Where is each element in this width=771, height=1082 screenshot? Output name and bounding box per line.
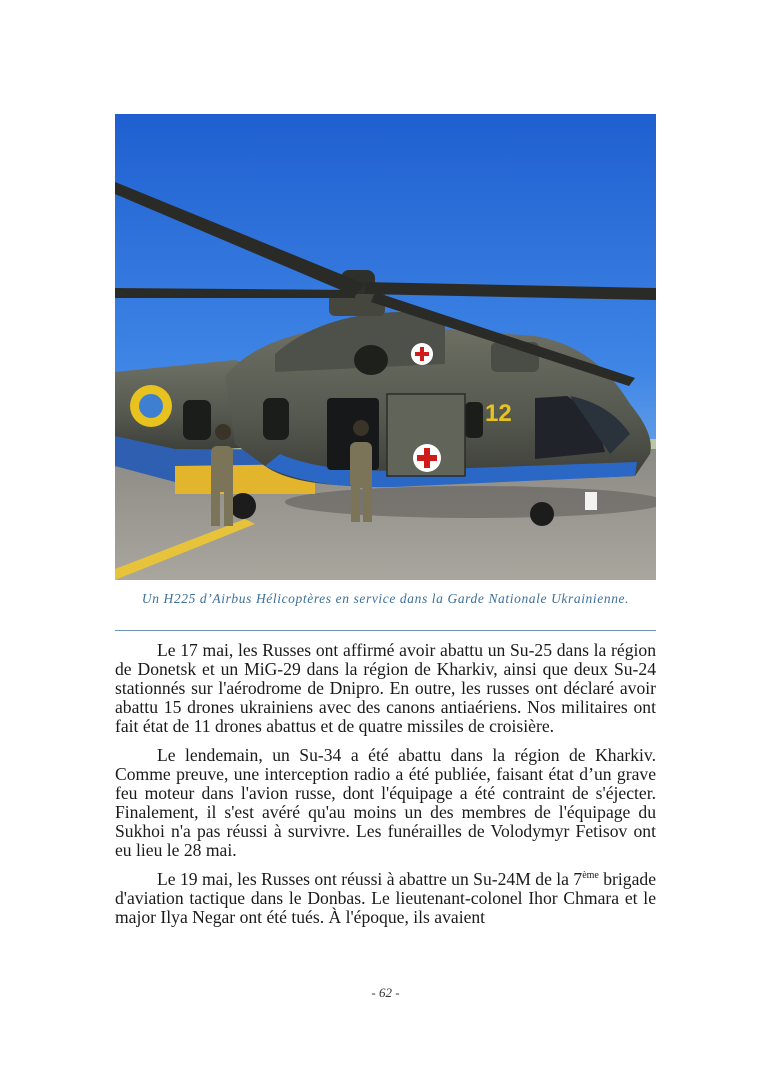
paragraph-3-part-2: brigade d'aviation tactique dans le Donbas. Le lieutenant-colonel Ihor Chmara et le major Ilya Negar ont été tués. À l'époque, ils avaient bbox=[115, 869, 657, 928]
page-number: - 62 - bbox=[371, 985, 400, 1000]
ordinal-superscript: ème bbox=[582, 870, 599, 882]
caption-divider bbox=[115, 630, 656, 631]
body-text bbox=[115, 641, 656, 937]
helicopter-photo bbox=[115, 114, 656, 580]
paragraph-1: Le 17 mai, les Russes ont affirmé avoir abattu un Su-25 dans la région de Donetsk et un MiG-29 dans la région de Kharkiv, ainsi que deux Su-24 stationnés sur l'aérodrome de Dnipro. En outre, les russes ont déclaré avoir abattu 15 drones ukrainiens avec des canons antiaériens. Nos militaires ont fait état de 11 drones abattus et de quatre missiles de croisière. bbox=[115, 640, 656, 737]
paragraph-3 bbox=[115, 870, 656, 927]
paragraph-2: Le lendemain, un Su-34 a été abattu dans la région de Kharkiv. Comme preuve, une interception radio a été publiée, faisant état d’un grave feu moteur dans l'avion russe, dont l'équipage a été contraint de s'éjecter. Finalement, il s'est avéré qu'au moins un des membres de l'équipage du Sukhoi n'a pas réussi à survivre. Les funérailles de Volodymyr Fetisov ont eu lieu le 28 mai. bbox=[115, 744, 656, 861]
helicopter-number: 12 bbox=[485, 400, 512, 427]
paragraph-3-part-1: Le 19 mai, les Russes ont réussi à abattre un Su-24M de la 7 bbox=[157, 869, 583, 890]
figure-caption: Un H225 d’Airbus Hélicoptères en service dans la Garde Nationale Ukrainienne. bbox=[141, 591, 630, 606]
